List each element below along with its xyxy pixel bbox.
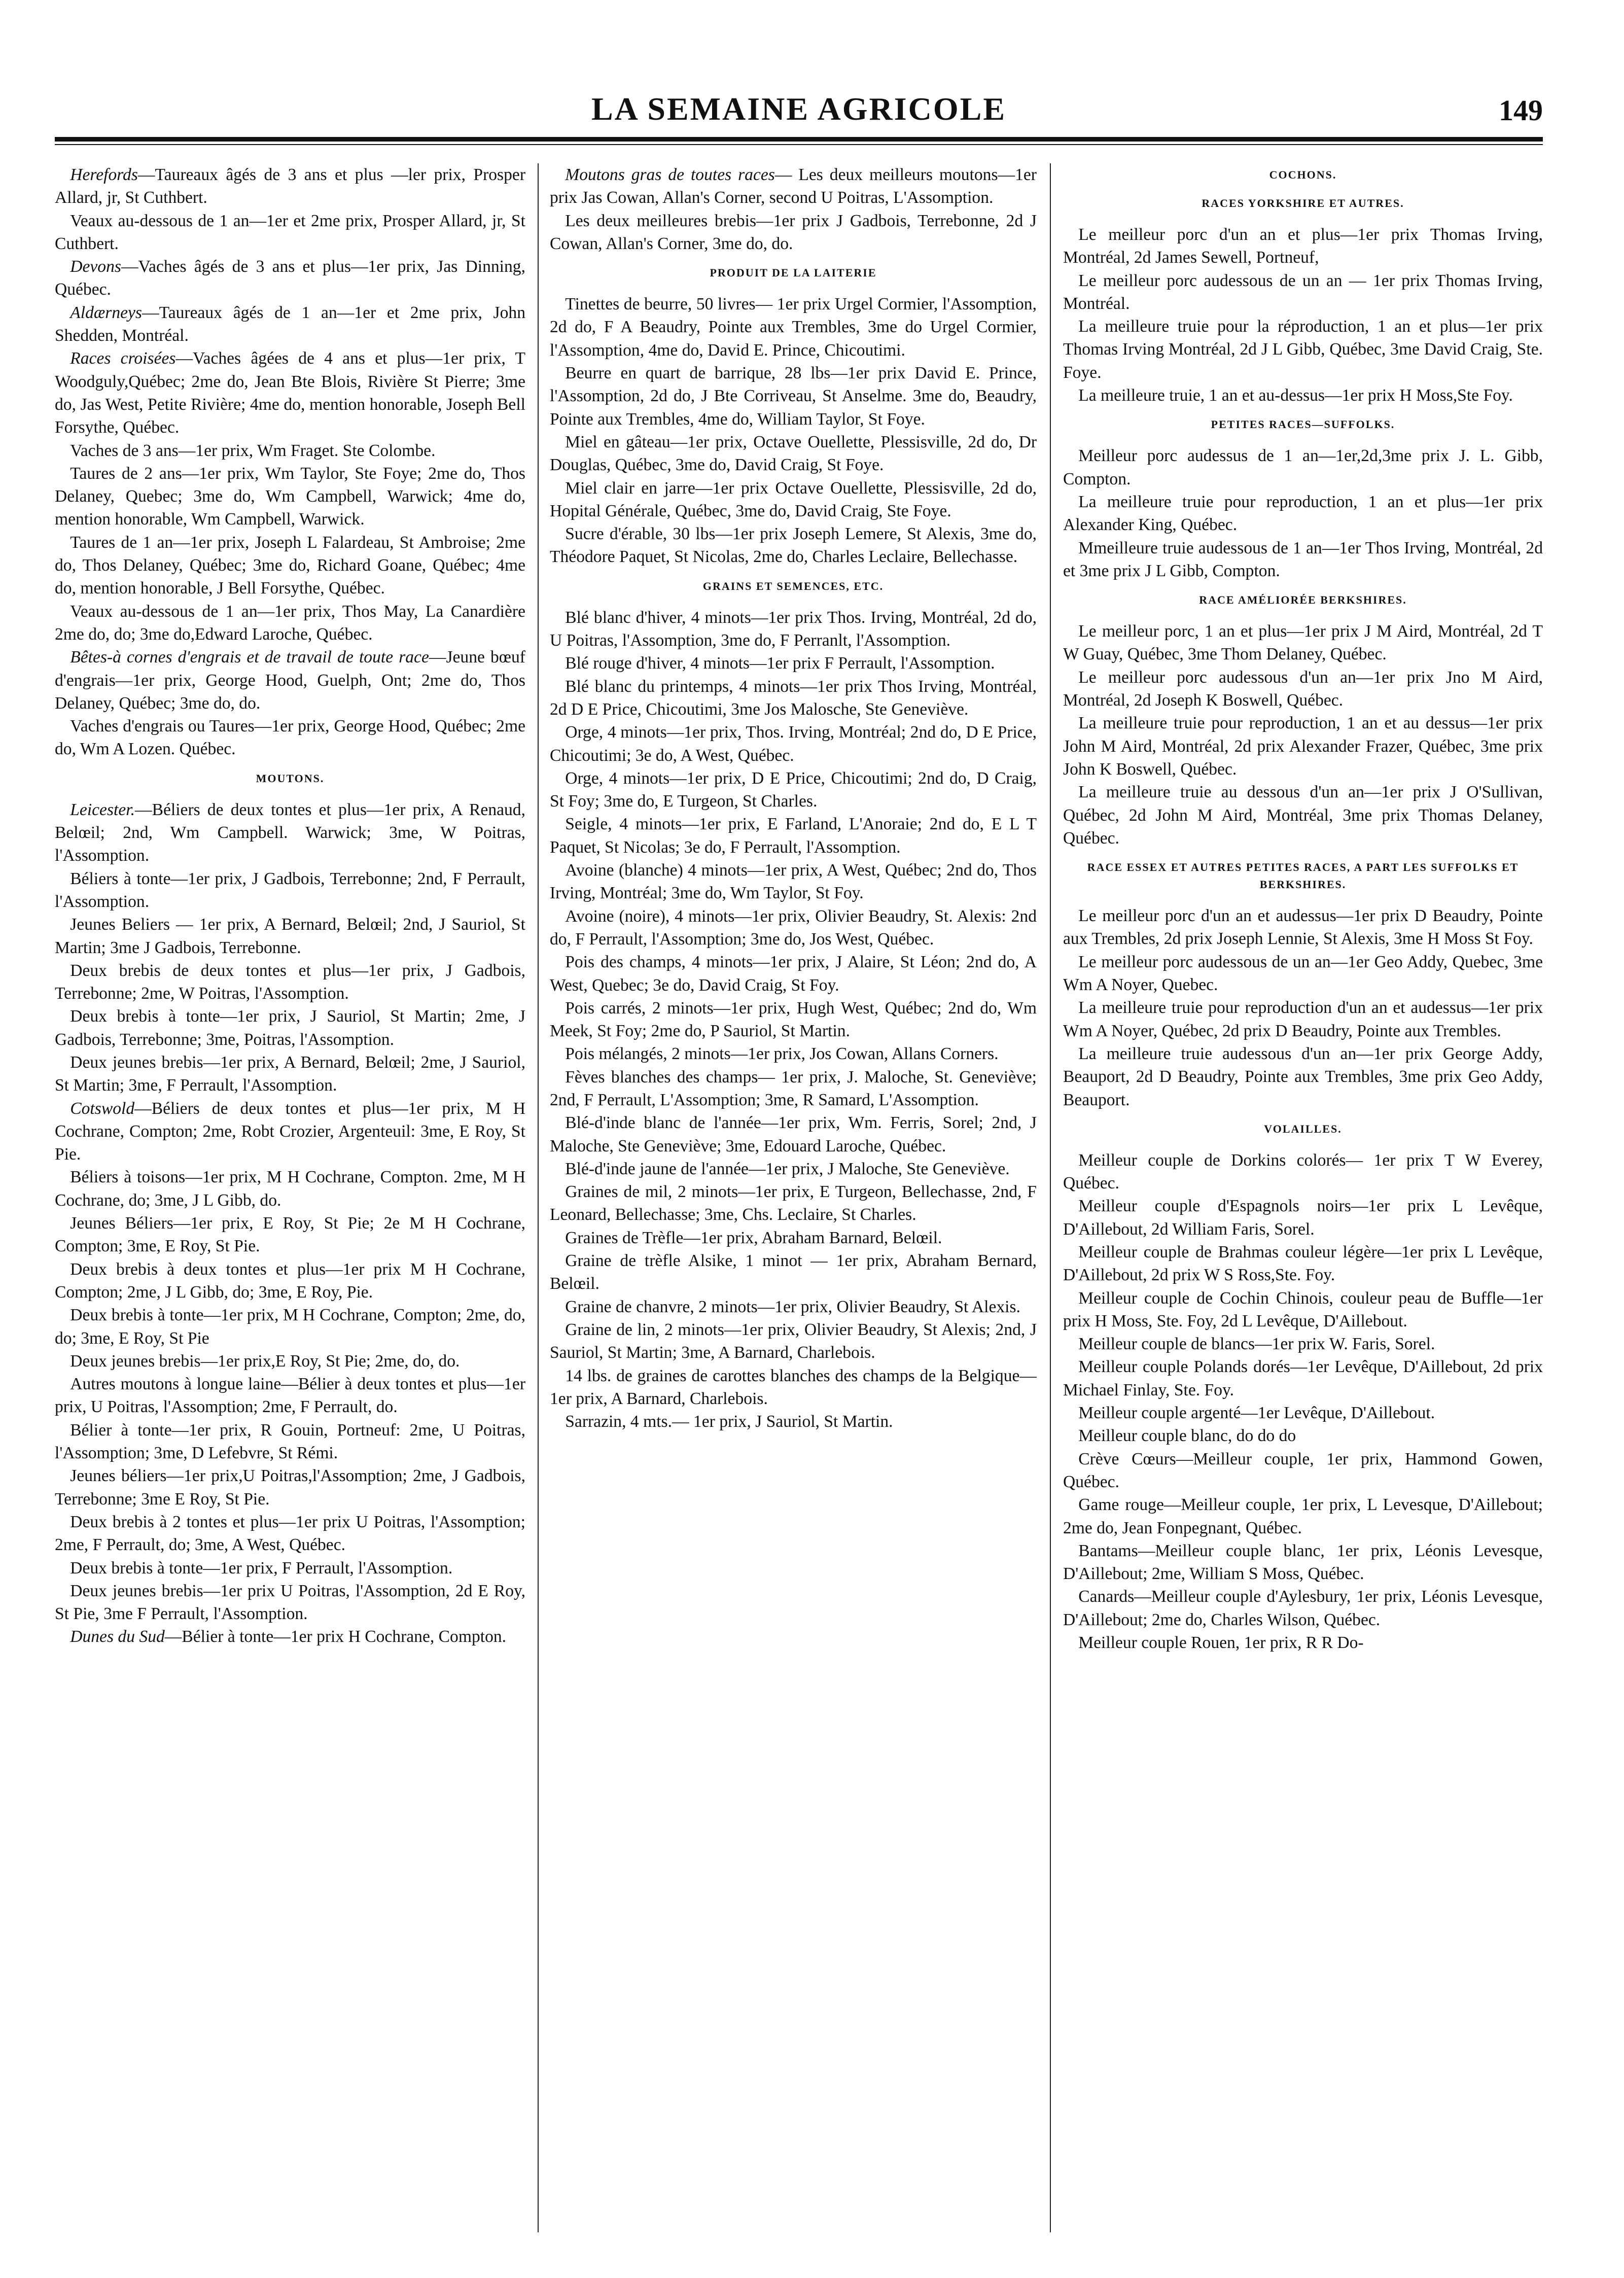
- prize-entry: [1063, 1585, 1543, 1631]
- entry-text: Meilleur couple de Brahmas couleur légère—1er prix L Levêque, D'Aillebout, 2d prix W S Ross,Ste. Foy.: [1063, 1242, 1543, 1285]
- section-heading: VOLAILLES.: [1264, 1122, 1342, 1135]
- section-heading: MOUTONS.: [256, 772, 325, 785]
- entry-category: Herefords: [70, 165, 138, 184]
- prize-entry: [550, 1410, 1037, 1433]
- prize-entry: [55, 1051, 525, 1097]
- prize-entry: [55, 1464, 525, 1511]
- prize-entry: [550, 1180, 1037, 1226]
- entry-text: Meilleur porc audessus de 1 an—1er,2d,3me prix J. L. Gibb, Compton.: [1063, 446, 1543, 488]
- prize-entry: [55, 531, 525, 600]
- entry-text: Blé-d'inde blanc de l'année—1er prix, Wm. Ferris, Sorel; 2nd, J Maloche, Ste Geneviève; 3me, Edouard Laroche, Québec.: [550, 1113, 1037, 1155]
- entry-text: — Les deux meilleurs moutons—1er prix Jas Cowan, Allan's Corner, second U Poitras, L'Assomption.: [550, 165, 1037, 207]
- prize-entry: [1063, 1401, 1543, 1424]
- entry-text: Blé blanc d'hiver, 4 minots—1er prix Thos. Irving, Montréal, 2d do, U Poitras, l'Assomption, 3me do, F Perranlt, l'Assomption.: [550, 608, 1037, 650]
- prize-entry: [55, 462, 525, 531]
- prize-entry: [550, 813, 1037, 859]
- entry-text: Sarrazin, 4 mts.— 1er prix, J Sauriol, St Martin.: [565, 1412, 893, 1431]
- prize-entry: [55, 646, 525, 715]
- page-number: 149: [1499, 94, 1543, 127]
- prize-entry: [1063, 269, 1543, 316]
- prize-entry: [550, 163, 1037, 209]
- entry-text: Le meilleur porc audessous de un an — 1er prix Thomas Irving, Montréal.: [1063, 271, 1543, 313]
- prize-entry: [550, 477, 1037, 523]
- entry-text: Deux brebis à tonte—1er prix, F Perrault, l'Assomption.: [70, 1558, 453, 1578]
- entry-text: Graine de chanvre, 2 minots—1er prix, Olivier Beaudry, St Alexis.: [565, 1297, 1020, 1316]
- entry-text: Orge, 4 minots—1er prix, D E Price, Chicoutimi; 2nd do, D Craig, St Foy; 3me do, E Turgeon, St Charles.: [550, 768, 1037, 811]
- entry-text: —Vaches âgées de 4 ans et plus—1er prix, T Woodguly,Québec; 2me do, Jean Bte Blois, Rivière St Pierre; 3me do, Jas West, Petite Rivière; 4me do, mention honorable, Joseph Bell Forsythe, Québec.: [55, 349, 525, 437]
- entry-text: Deux brebis à tonte—1er prix, J Sauriol, St Martin; 2me, J Gadbois, Terrebonne; 3me, Poitras, l'Assomption.: [55, 1007, 525, 1049]
- entry-text: Deux jeunes brebis—1er prix U Poitras, l'Assomption, 2d E Roy, St Pie, 3me F Perrault, l'Assomption.: [55, 1581, 525, 1624]
- prize-entry: [55, 600, 525, 646]
- prize-entry: [1063, 1287, 1543, 1333]
- entry-text: Deux brebis de deux tontes et plus—1er prix, J Gadbois, Terrebonne; 2me, W Poitras, l'Assomption.: [55, 961, 525, 1003]
- prize-entry: [55, 1580, 525, 1626]
- entry-text: Deux jeunes brebis—1er prix,E Roy, St Pie; 2me, do, do.: [70, 1351, 460, 1371]
- entry-category: Aldærneys: [70, 303, 142, 322]
- entry-text: Crève Cœurs—Meilleur couple, 1er prix, Hammond Gowen, Québec.: [1063, 1449, 1543, 1491]
- prize-entry: [55, 209, 525, 256]
- prize-entry: [55, 1511, 525, 1557]
- prize-entry: [550, 1158, 1037, 1180]
- prize-entry: [1063, 712, 1543, 781]
- entry-text: Graines de Trèfle—1er prix, Abraham Barnard, Belœil.: [565, 1228, 942, 1247]
- prize-entry: [55, 1166, 525, 1212]
- entry-category: Races croisées: [70, 349, 176, 368]
- prize-entry: [1063, 384, 1543, 407]
- prize-entry: [55, 439, 525, 462]
- entry-text: Taures de 2 ans—1er prix, Wm Taylor, Ste Foye; 2me do, Thos Delaney, Quebec; 3me do, Wm Campbell, Warwick; 4me do, mention honorable, Wm Campbell, Warwick.: [55, 464, 525, 529]
- entry-text: Blé-d'inde jaune de l'année—1er prix, J Maloche, Ste Geneviève.: [565, 1159, 1010, 1178]
- entry-category: Leicester.: [70, 800, 135, 819]
- prize-entry: [1063, 781, 1543, 850]
- prize-entry: [55, 1373, 525, 1419]
- prize-entry: [550, 362, 1037, 431]
- entry-text: La meilleure truie au dessous d'un an—1er prix J O'Sullivan, Québec, 2d John M Aird, Montréal, 3me prix Thomas Delaney, Québec.: [1063, 783, 1543, 848]
- entry-text: Game rouge—Meilleur couple, 1er prix, L Levesque, D'Aillebout; 2me do, Jean Fonpegnant, Québec.: [1063, 1495, 1543, 1537]
- entry-text: Jeunes Beliers — 1er prix, A Bernard, Belœil; 2nd, J Sauriol, St Martin; 3me J Gadbois, Terrebonne.: [55, 915, 525, 957]
- section-heading: COCHONS.: [1269, 168, 1337, 181]
- prize-entry: [1063, 444, 1543, 490]
- entry-text: Veaux au-dessous de 1 an—1er et 2me prix, Prosper Allard, jr, St Cuthbert.: [55, 211, 525, 253]
- prize-entry: [55, 1350, 525, 1373]
- page-title: LA SEMAINE AGRICOLE: [591, 91, 1007, 127]
- column-1: [55, 163, 525, 2232]
- entry-text: Blé rouge d'hiver, 4 minots—1er prix F Perrault, l'Assomption.: [565, 654, 995, 673]
- section-heading: RACES YORKSHIRE ET AUTRES.: [1202, 197, 1404, 209]
- prize-entry: [1063, 1448, 1543, 1494]
- entry-text: Meilleur couple de Cochin Chinois, couleur peau de Buffle—1er prix H Moss, Ste. Foy, 2d L Levêque, D'Aillebout.: [1063, 1288, 1543, 1330]
- section-heading: RACE ESSEX ET AUTRES PETITES RACES, A PART LES SUFFOLKS ET BERKSHIRES.: [1087, 861, 1519, 891]
- entry-text: —Bélier à tonte—1er prix H Cochrane, Compton.: [164, 1627, 507, 1646]
- prize-entry: [550, 1066, 1037, 1112]
- entry-text: Pois mélangés, 2 minots—1er prix, Jos Cowan, Allans Corners.: [565, 1044, 999, 1064]
- entry-category: Cotswold: [70, 1099, 135, 1118]
- prize-entry: [55, 1419, 525, 1465]
- entry-text: Deux jeunes brebis—1er prix, A Bernard, Belœil; 2me, J Sauriol, St Martin; 3me, F Perrault, l'Assomption.: [55, 1053, 525, 1095]
- prize-entry: [55, 1097, 525, 1166]
- entry-text: Avoine (noire), 4 minots—1er prix, Olivier Beaudry, St. Alexis: 2nd do, F Perrault, l'Assomption; 3me do, Jos West, Québec.: [550, 906, 1037, 949]
- column-separator: [538, 163, 539, 2232]
- entry-text: Sucre d'érable, 30 lbs—1er prix Joseph Lemere, St Alexis, 3me do, Théodore Paquet, St Nicolas, 2me do, Charles Leclaire, Bellechasse.: [550, 524, 1037, 567]
- prize-entry: [1063, 1355, 1543, 1401]
- prize-entry: [55, 163, 525, 209]
- prize-entry: [550, 859, 1037, 905]
- entry-text: Le meilleur porc audessous de un an—1er Geo Addy, Quebec, 3me Wm A Noyer, Quebec.: [1063, 952, 1543, 995]
- prize-entry: [55, 347, 525, 439]
- entry-text: Veaux au-dessous de 1 an—1er prix, Thos May, La Canardière 2me do, do; 3me do,Edward Laroche, Québec.: [55, 602, 525, 644]
- prize-entry: [1063, 1149, 1543, 1195]
- entry-text: Les deux meilleures brebis—1er prix J Gadbois, Terrebonne, 2d J Cowan, Allan's Corner, 3me do, do.: [550, 211, 1037, 253]
- entry-category: Bêtes-à cornes d'engrais et de travail de toute race: [70, 648, 429, 667]
- entry-category: Dunes du Sud: [70, 1627, 165, 1646]
- entry-text: Orge, 4 minots—1er prix, Thos. Irving, Montréal; 2nd do, D E Price, Chicoutimi; 3e do, A West, Québec.: [550, 723, 1037, 765]
- prize-entry: [550, 293, 1037, 362]
- prize-entry: [1063, 1042, 1543, 1111]
- entry-text: Meilleur couple d'Espagnols noirs—1er prix L Levêque, D'Aillebout, 2d William Faris, Sorel.: [1063, 1197, 1543, 1239]
- entry-text: La meilleure truie audessous d'un an—1er prix George Addy, Beauport, 2d D Beaudry, Pointe aux Trembles, 3me prix Geo Addy, Beauport.: [1063, 1044, 1543, 1109]
- entry-text: Avoine (blanche) 4 minots—1er prix, A West, Québec; 2nd do, Thos Irving, Montréal; 3me do, Wm Taylor, St Foy.: [550, 861, 1037, 903]
- entry-text: La meilleure truie pour reproduction d'un an et audessus—1er prix Wm A Noyer, Québec, 2d prix D Beaudry, Pointe aux Trembles.: [1063, 998, 1543, 1040]
- prize-entry: [550, 1295, 1037, 1318]
- entry-text: Meilleur couple Polands dorés—1er Levêque, D'Aillebout, 2d prix Michael Finlay, Ste. Foy.: [1063, 1357, 1543, 1399]
- prize-entry: [1063, 1333, 1543, 1355]
- entry-text: —Taureaux âgés de 3 ans et plus —ler prix, Prosper Allard, jr, St Cuthbert.: [55, 165, 525, 207]
- entry-text: Taures de 1 an—1er prix, Joseph L Falardeau, St Ambroise; 2me do, Thos Delaney, Québec; 3me do, Richard Goane, Québec; 4me do, mention honorable, J Bell Forsythe, Québec.: [55, 533, 525, 598]
- prize-entry: [550, 721, 1037, 767]
- prize-entry: [550, 431, 1037, 477]
- prize-entry: [1063, 1539, 1543, 1586]
- entry-text: Pois carrés, 2 minots—1er prix, Hugh West, Québec; 2nd do, Wm Meek, St Foy; 2me do, P Sauriol, St Martin.: [550, 998, 1037, 1041]
- prize-entry: [550, 652, 1037, 675]
- entry-text: Vaches de 3 ans—1er prix, Wm Fraget. Ste Colombe.: [70, 441, 436, 460]
- text-columns: [55, 163, 1543, 2232]
- entry-text: Seigle, 4 minots—1er prix, E Farland, L'Anoraie; 2nd do, E L T Paquet, St Nicolas; 3e do, F Perrault, l'Assomption.: [550, 815, 1037, 857]
- entry-text: Deux brebis à 2 tontes et plus—1er prix U Poitras, l'Assomption; 2me, F Perrault, do; 3me, A West, Québec.: [55, 1512, 525, 1555]
- prize-entry: [1063, 666, 1543, 712]
- entry-category: Devons: [70, 257, 121, 276]
- entry-text: —Vaches âgés de 3 ans et plus—1er prix, Jas Dinning, Québec.: [55, 257, 525, 299]
- prize-entry: [1063, 1631, 1543, 1654]
- entry-text: Miel en gâteau—1er prix, Octave Ouellette, Plessisville, 2d do, Dr Douglas, Québec, 3me do, David Craig, St Foye.: [550, 432, 1037, 475]
- entry-text: Béliers à tonte—1er prix, J Gadbois, Terrebonne; 2nd, F Perrault, l'Assomption.: [55, 869, 525, 911]
- entry-text: Béliers à toisons—1er prix, M H Cochrane, Compton. 2me, M H Cochrane, do; 3me, J L Gibb, do.: [55, 1168, 525, 1210]
- column-2: [550, 163, 1037, 2232]
- prize-entry: [55, 867, 525, 914]
- prize-entry: [1063, 904, 1543, 951]
- entry-text: —Béliers de deux tontes et plus—1er prix, A Renaud, Belœil; 2nd, Wm Campbell. Warwick; 3me, W Poitras, l'Assomption.: [55, 800, 525, 865]
- prize-entry: [550, 905, 1037, 951]
- prize-entry: [550, 997, 1037, 1043]
- prize-entry: [55, 913, 525, 959]
- section-heading: PETITES RACES—SUFFOLKS.: [1211, 418, 1395, 431]
- prize-entry: [55, 1625, 525, 1648]
- prize-entry: [55, 715, 525, 761]
- prize-entry: [1063, 1241, 1543, 1287]
- entry-text: La meilleure truie, 1 an et au-dessus—1er prix H Moss,Ste Foy.: [1078, 386, 1513, 405]
- entry-text: Meilleur couple de blancs—1er prix W. Faris, Sorel.: [1078, 1335, 1435, 1354]
- prize-entry: [1063, 223, 1543, 269]
- column-3: [1063, 163, 1543, 2232]
- entry-text: Jeunes béliers—1er prix,U Poitras,l'Assomption; 2me, J Gadbois, Terrebonne; 3me E Roy, St Pie.: [55, 1466, 525, 1509]
- entry-text: —Béliers de deux tontes et plus—1er prix, M H Cochrane, Compton; 2me, Robt Crozier, Argenteuil: 3me, E Roy, St Pie.: [55, 1099, 525, 1164]
- section-heading: GRAINS ET SEMENCES, ETC.: [702, 579, 884, 592]
- prize-entry: [1063, 620, 1543, 666]
- prize-entry: [55, 959, 525, 1005]
- section-heading: RACE AMÉLIORÉE BERKSHIRES.: [1199, 593, 1407, 607]
- entry-text: Bantams—Meilleur couple blanc, 1er prix, Léonis Levesque, D'Aillebout; 2me, William S Moss, Québec.: [1063, 1541, 1543, 1584]
- prize-entry: [55, 1258, 525, 1304]
- prize-entry: [550, 675, 1037, 721]
- entry-text: Jeunes Béliers—1er prix, E Roy, St Pie; 2e M H Cochrane, Compton; 3me, E Roy, St Pie.: [55, 1214, 525, 1256]
- entry-text: Deux brebis à deux tontes et plus—1er prix M H Cochrane, Compton; 2me, J L Gibb, do; 3me, E Roy, Pie.: [55, 1259, 525, 1302]
- prize-entry: [55, 1304, 525, 1350]
- prize-entry: [550, 1111, 1037, 1158]
- entry-text: Bélier à tonte—1er prix, R Gouin, Portneuf: 2me, U Poitras, l'Assomption; 3me, D Lefebvre, St Rémi.: [55, 1420, 525, 1463]
- prize-entry: [55, 301, 525, 347]
- entry-text: La meilleure truie pour la réproduction, 1 an et plus—1er prix Thomas Irving Montréal, 2d J L Gibb, Québec, 3me David Craig, Ste. Foye.: [1063, 317, 1543, 382]
- entry-text: Le meilleur porc d'un an et audessus—1er prix D Beaudry, Pointe aux Trembles, 2d prix Joseph Lennie, St Alexis, 3me H Moss St Foy.: [1063, 906, 1543, 949]
- prize-entry: [1063, 490, 1543, 537]
- entry-text: Tinettes de beurre, 50 livres— 1er prix Urgel Cormier, l'Assomption, 2d do, F A Beaudry, Pointe aux Trembles, 3me do Urgel Cormier, l'Assomption, 4me do, David E. Prince, Chicoutimi.: [550, 295, 1037, 360]
- prize-entry: [550, 1249, 1037, 1295]
- entry-text: Canards—Meilleur couple d'Aylesbury, 1er prix, Léonis Levesque, D'Aillebout; 2me do, Charles Wilson, Québec.: [1063, 1587, 1543, 1629]
- entry-text: Graines de mil, 2 minots—1er prix, E Turgeon, Bellechasse, 2nd, F Leonard, Bellechasse; 3me, Chs. Leclaire, St Charles.: [550, 1182, 1037, 1224]
- prize-entry: [55, 1557, 525, 1580]
- entry-text: Beurre en quart de barrique, 28 lbs—1er prix David E. Prince, l'Assomption, 2d do, J Bte Corriveau, St Anselme. 3me do, Beaudry, Pointe aux Trembles, 4me do, William Taylor, St Foye.: [550, 364, 1037, 429]
- prize-entry: [550, 1042, 1037, 1065]
- entry-text: Graine de lin, 2 minots—1er prix, Olivier Beaudry, St Alexis; 2nd, J Sauriol, St Martin; 3me, A Barnard, Charlebois.: [550, 1320, 1037, 1362]
- prize-entry: [55, 1212, 525, 1258]
- prize-entry: [1063, 951, 1543, 997]
- prize-entry: [1063, 315, 1543, 384]
- entry-text: Miel clair en jarre—1er prix Octave Ouellette, Plessisville, 2d do, Hopital Générale, Québec, 3me do, David Craig, Ste Foye.: [550, 478, 1037, 520]
- entry-text: —Jeune bœuf d'engrais—1er prix, George Hood, Guelph, Ont; 2me do, Thos Delaney, Québec; 3me do, do.: [55, 648, 525, 713]
- entry-text: Meilleur couple de Dorkins colorés— 1er prix T W Everey, Québec.: [1063, 1150, 1543, 1193]
- entry-text: La meilleure truie pour reproduction, 1 an et plus—1er prix Alexander King, Québec.: [1063, 492, 1543, 535]
- prize-entry: [550, 606, 1037, 652]
- entry-text: Fèves blanches des champs— 1er prix, J. Maloche, St. Geneviève; 2nd, F Perrault, L'Assomption; 3me, R Samard, L'Assomption.: [550, 1067, 1037, 1109]
- prize-entry: [550, 209, 1037, 256]
- column-separator: [1050, 163, 1051, 2232]
- entry-text: Autres moutons à longue laine—Bélier à deux tontes et plus—1er prix, U Poitras, l'Assomption; 2me, F Perrault, do.: [55, 1375, 525, 1417]
- section-heading: PRODUIT DE LA LAITERIE: [710, 266, 877, 279]
- entry-text: Graine de trèfle Alsike, 1 minot — 1er prix, Abraham Bernard, Belœil.: [550, 1251, 1037, 1293]
- prize-entry: [550, 767, 1037, 813]
- header-rule-thin: [55, 144, 1543, 145]
- entry-text: Deux brebis à tonte—1er prix, M H Cochrane, Compton; 2me, do, do; 3me, E Roy, St Pie: [55, 1306, 525, 1348]
- entry-text: Blé blanc du printemps, 4 minots—1er prix Thos Irving, Montréal, 2d D E Price, Chicoutimi, 3me Jos Malosche, Ste Geneviève.: [550, 677, 1037, 719]
- prize-entry: [550, 1364, 1037, 1411]
- entry-text: —Taureaux âgés de 1 an—1er et 2me prix, John Shedden, Montréal.: [55, 303, 525, 345]
- prize-entry: [1063, 1424, 1543, 1447]
- prize-entry: [55, 255, 525, 301]
- prize-entry: [1063, 1195, 1543, 1241]
- prize-entry: [550, 951, 1037, 997]
- entry-text: Mmeilleure truie audessous de 1 an—1er Thos Irving, Montréal, 2d et 3me prix J L Gibb, Compton.: [1063, 538, 1543, 580]
- entry-text: La meilleure truie pour reproduction, 1 an et au dessus—1er prix John M Aird, Montréal, 2d prix Alexander Frazer, Québec, 3me prix John K Boswell, Québec.: [1063, 714, 1543, 779]
- prize-entry: [550, 522, 1037, 569]
- prize-entry: [55, 1005, 525, 1051]
- entry-text: Meilleur couple argenté—1er Levêque, D'Aillebout.: [1078, 1404, 1435, 1423]
- entry-text: Le meilleur porc, 1 an et plus—1er prix J M Aird, Montréal, 2d T W Guay, Québec, 3me Thom Delaney, Québec.: [1063, 622, 1543, 664]
- prize-entry: [550, 1226, 1037, 1249]
- prize-entry: [1063, 1493, 1543, 1539]
- prize-entry: [1063, 537, 1543, 583]
- entry-text: Meilleur couple blanc, do do do: [1078, 1426, 1296, 1446]
- page-header: [55, 76, 1543, 147]
- entry-text: Vaches d'engrais ou Taures—1er prix, George Hood, Québec; 2me do, Wm A Lozen. Québec.: [55, 717, 525, 759]
- entry-text: Pois des champs, 4 minots—1er prix, J Alaire, St Léon; 2nd do, A West, Quebec; 3e do, David Craig, St Foy.: [550, 953, 1037, 995]
- prize-entry: [550, 1318, 1037, 1364]
- entry-text: Le meilleur porc d'un an et plus—1er prix Thomas Irving, Montréal, 2d James Sewell, Portneuf,: [1063, 225, 1543, 267]
- entry-text: 14 lbs. de graines de carottes blanches des champs de la Belgique—1er prix, A Barnard, Charlebois.: [550, 1366, 1037, 1408]
- prize-entry: [1063, 996, 1543, 1042]
- entry-category: Moutons gras de toutes races: [565, 165, 775, 184]
- prize-entry: [55, 798, 525, 867]
- entry-text: Le meilleur porc audessous d'un an—1er prix Jno M Aird, Montréal, 2d Joseph K Boswell, Québec.: [1063, 668, 1543, 710]
- header-rule-thick: [55, 137, 1543, 142]
- entry-text: Meilleur couple Rouen, 1er prix, R R Do-: [1078, 1633, 1364, 1653]
